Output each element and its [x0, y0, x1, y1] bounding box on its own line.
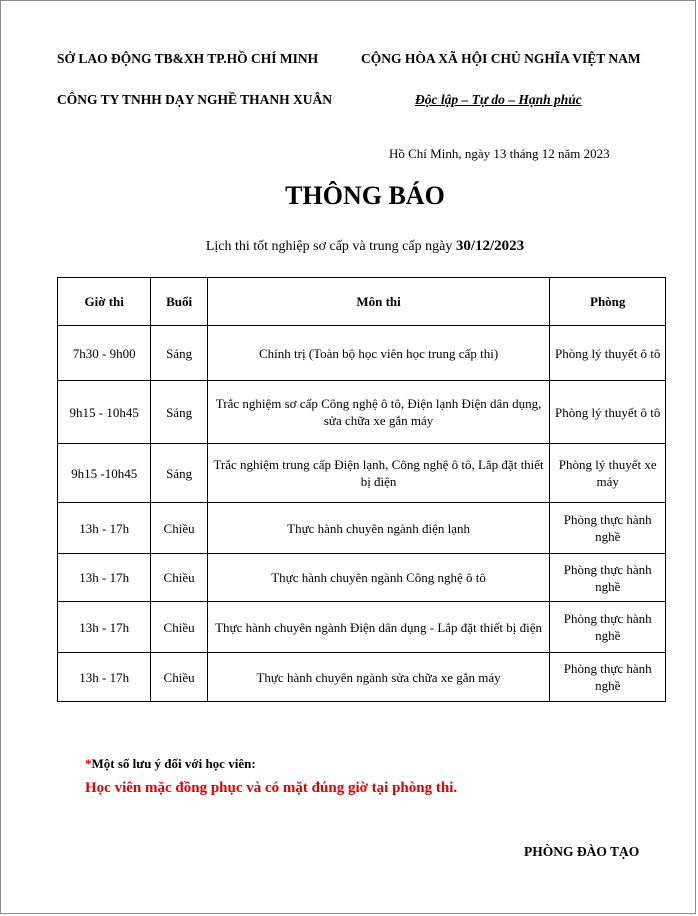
national-motto: Độc lập – Tự do – Hạnh phúc: [415, 92, 582, 107]
cell-session: Chiều: [151, 554, 207, 602]
cell-session: Chiều: [151, 653, 207, 702]
national-title: CỘNG HÒA XÃ HỘI CHỦ NGHĨA VIỆT NAM: [361, 51, 641, 66]
cell-room: Phòng thực hành nghề: [550, 554, 666, 602]
cell-room: Phòng thực hành nghề: [550, 653, 666, 702]
note-text: Học viên mặc đồng phục và có mặt đúng giờ tại phòng thi.: [85, 780, 458, 796]
cell-time: 13h - 17h: [58, 503, 151, 554]
cell-subject: Trắc nghiệm sơ cấp Công nghệ ô tô, Điện lạnh Điện dân dụng, sửa chữa xe gắn máy: [207, 381, 550, 444]
cell-subject: Chính trị (Toàn bộ học viên học trung cấp thi): [207, 326, 550, 381]
signature: PHÒNG ĐÀO TẠO: [524, 844, 640, 859]
header-time: Giờ thi: [58, 278, 151, 326]
header-room: Phòng: [550, 278, 666, 326]
cell-room: Phòng lý thuyết xe máy: [550, 444, 666, 503]
cell-time: 13h - 17h: [58, 602, 151, 653]
company-name: CÔNG TY TNHH DẠY NGHỀ THANH XUÂN: [57, 92, 333, 107]
cell-time: 13h - 17h: [58, 554, 151, 602]
cell-subject: Thực hành chuyên ngành sửa chữa xe gắn máy: [207, 653, 550, 702]
cell-time: 9h15 -10h45: [58, 444, 151, 503]
cell-subject: Thực hành chuyên ngành Công nghệ ô tô: [207, 554, 550, 602]
page-title: THÔNG BÁO: [285, 181, 445, 210]
cell-time: 9h15 - 10h45: [58, 381, 151, 444]
cell-room: Phòng thực hành nghề: [550, 503, 666, 554]
date-line: Hồ Chí Minh, ngày 13 tháng 12 năm 2023: [389, 146, 610, 161]
note-label-text: Một số lưu ý đối với học viên:: [91, 756, 256, 771]
table-row: [58, 444, 666, 503]
cell-session: Chiều: [151, 602, 207, 653]
table-row: [58, 653, 666, 702]
cell-time: 7h30 - 9h00: [58, 326, 151, 381]
cell-session: Chiều: [151, 503, 207, 554]
subtitle-text: Lịch thi tốt nghiệp sơ cấp và trung cấp ngày: [205, 239, 456, 254]
cell-time: 13h - 17h: [58, 653, 151, 702]
subtitle: [1, 238, 698, 255]
cell-subject: Thực hành chuyên ngành Điện dân dụng - Lắp đặt thiết bị điện: [207, 602, 550, 653]
table-row: [58, 602, 666, 653]
header-session: Buổi: [151, 278, 207, 326]
cell-session: Sáng: [151, 326, 207, 381]
note-label: [85, 756, 256, 772]
cell-subject: Trắc nghiệm trung cấp Điện lạnh, Công nghệ ô tô, Lắp đặt thiết bị điện: [207, 444, 550, 503]
cell-room: Phòng lý thuyết ô tô: [550, 326, 666, 381]
cell-room: Phòng lý thuyết ô tô: [550, 381, 666, 444]
note-star: *: [85, 756, 92, 771]
table-row: [58, 326, 666, 381]
table-row: [58, 381, 666, 444]
department-name: SỞ LAO ĐỘNG TB&XH TP.HỒ CHÍ MINH: [57, 51, 319, 66]
exam-schedule-table: [57, 277, 666, 702]
cell-session: Sáng: [151, 381, 207, 444]
cell-subject: Thực hành chuyên ngành điện lạnh: [207, 503, 550, 554]
header-subject: Môn thi: [207, 278, 550, 326]
table-header-row: [58, 278, 666, 326]
cell-room: Phòng thực hành nghề: [550, 602, 666, 653]
table-row: [58, 503, 666, 554]
table-row: [58, 554, 666, 602]
subtitle-date: 30/12/2023: [455, 238, 525, 254]
cell-session: Sáng: [151, 444, 207, 503]
